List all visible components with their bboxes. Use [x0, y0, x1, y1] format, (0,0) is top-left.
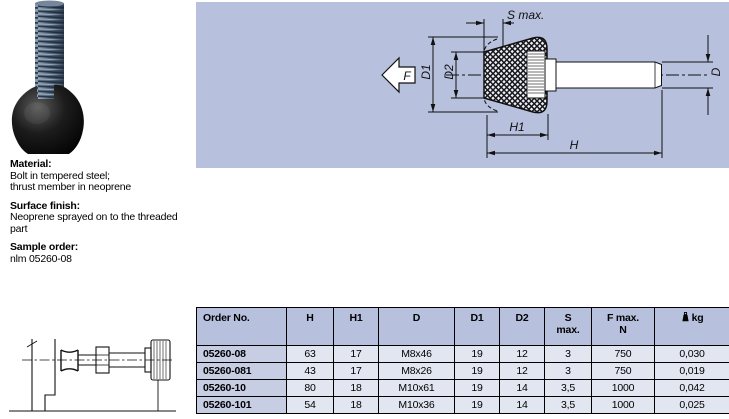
material-line: thrust member in neoprene — [10, 181, 132, 193]
knurled-insert — [527, 51, 545, 98]
table-row — [197, 363, 729, 380]
col-header-f-max: F max. N — [592, 308, 655, 346]
order-no-cell: 05260-081 — [197, 363, 287, 380]
value-cell: 0,019 — [655, 363, 729, 380]
col-header-h: H — [287, 308, 334, 346]
table-body — [197, 346, 729, 414]
material-heading: Material: — [10, 158, 52, 170]
value-cell: M8x46 — [379, 346, 455, 363]
value-cell: 19 — [455, 346, 500, 363]
surface-finish-line: Neoprene sprayed on to the threaded — [10, 211, 178, 223]
value-cell: 3 — [545, 363, 592, 380]
value-cell: 54 — [287, 397, 334, 414]
table-row — [197, 397, 729, 414]
value-cell: 18 — [334, 397, 379, 414]
value-cell: 0,025 — [655, 397, 729, 414]
value-cell: 1000 — [592, 397, 655, 414]
order-no-cell: 05260-101 — [197, 397, 287, 414]
value-cell: 19 — [455, 363, 500, 380]
value-cell: 1000 — [592, 380, 655, 397]
col-header-s-max: S max. — [545, 308, 592, 346]
surface-finish-heading: Surface finish: — [10, 199, 80, 212]
table-header-row — [197, 308, 729, 346]
surface-finish-line: part — [10, 222, 28, 235]
application-drawing — [8, 338, 178, 416]
value-cell: 0,042 — [655, 380, 729, 397]
order-no-cell: 05260-10 — [197, 380, 287, 397]
value-cell: 3,5 — [545, 397, 592, 414]
value-cell: M8x26 — [379, 363, 455, 380]
label-d2: D2 — [442, 64, 456, 80]
value-cell: 12 — [500, 363, 545, 380]
col-header-d2: D2 — [500, 308, 545, 346]
material-line: Bolt in tempered steel; — [10, 169, 110, 182]
value-cell: 3 — [545, 346, 592, 363]
value-cell: M10x61 — [379, 380, 455, 397]
table-row — [197, 380, 729, 397]
dimension-drawing — [196, 2, 729, 168]
value-cell: M10x36 — [379, 397, 455, 414]
bolt-shaft — [556, 62, 662, 88]
label-d: D — [709, 67, 723, 77]
value-cell: 14 — [500, 380, 545, 397]
label-f: F — [403, 69, 411, 83]
thrust-screw-photo — [8, 0, 88, 157]
value-cell: 19 — [455, 397, 500, 414]
value-cell: 19 — [455, 380, 500, 397]
technical-drawing-panel — [196, 2, 729, 168]
col-header-d1: D1 — [455, 308, 500, 346]
label-s-max: S max. — [507, 8, 545, 22]
sample-order-value: nlm 05260-08 — [10, 252, 72, 265]
value-cell: 80 — [287, 380, 334, 397]
table-row — [197, 346, 729, 363]
bolt-neck — [545, 59, 556, 91]
label-d1: D1 — [419, 64, 433, 80]
value-cell: 18 — [334, 380, 379, 397]
value-cell: 14 — [500, 397, 545, 414]
info-text — [10, 159, 202, 265]
value-cell: 63 — [287, 346, 334, 363]
value-cell: 3,5 — [545, 380, 592, 397]
order-no-cell: 05260-08 — [197, 346, 287, 363]
value-cell: 43 — [287, 363, 334, 380]
value-cell: 17 — [334, 363, 379, 380]
size-table — [196, 307, 729, 414]
col-header-d: D — [379, 308, 455, 346]
label-h1: H1 — [509, 120, 525, 134]
value-cell: 750 — [592, 346, 655, 363]
col-header-weight: kg — [655, 308, 729, 346]
sample-order-heading: Sample order: — [10, 241, 79, 253]
mounting-example — [8, 338, 178, 416]
value-cell: 750 — [592, 363, 655, 380]
value-cell: 12 — [500, 346, 545, 363]
weight-icon — [681, 312, 690, 322]
value-cell: 17 — [334, 346, 379, 363]
col-header-h1: H1 — [334, 308, 379, 346]
product-photo — [8, 0, 88, 157]
label-h: H — [569, 138, 579, 152]
col-header-order-no: Order No. — [197, 308, 287, 346]
value-cell: 0,030 — [655, 346, 729, 363]
